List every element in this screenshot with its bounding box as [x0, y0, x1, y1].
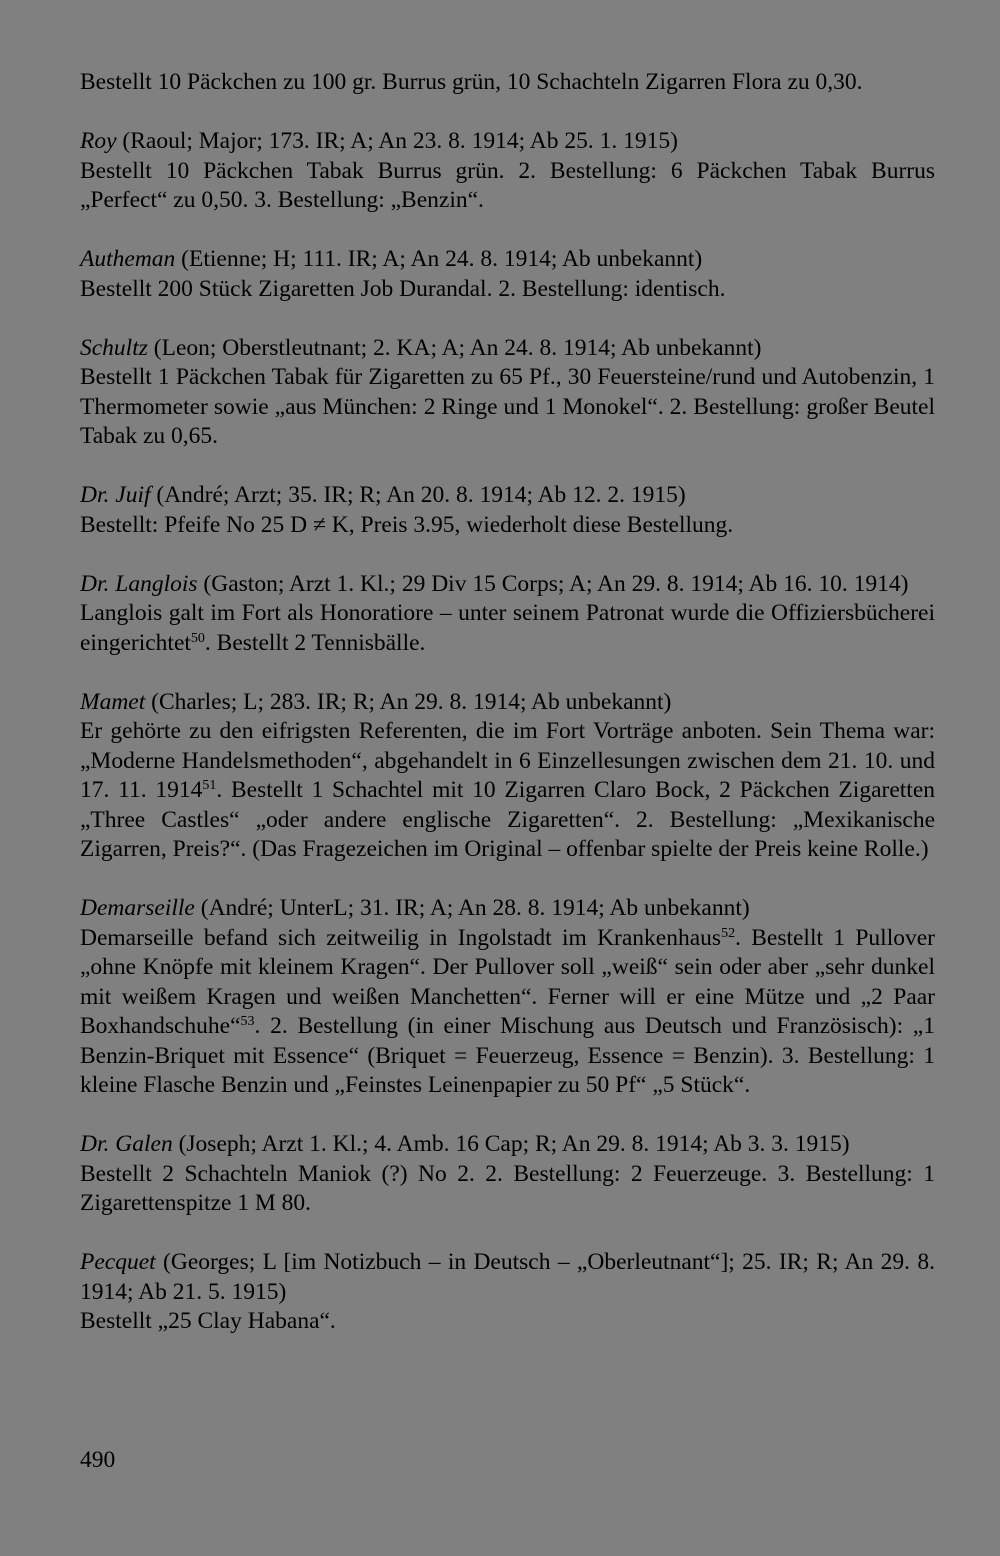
footnote-ref: 50 — [190, 630, 205, 646]
person-name: Schultz — [80, 334, 148, 361]
person-name: Dr. Langlois — [80, 570, 198, 597]
entry-text: Bestellt 2 Schachteln Maniok (?) No 2. 2. Bestellung: 2 Feuerzeuge. 3. Bestellung: 1 Zigarettenspitze 1 M 80. — [80, 1160, 935, 1216]
entry-header — [80, 1130, 935, 1160]
entry-header — [80, 334, 935, 364]
entry-header — [80, 570, 935, 600]
person-info: (Leon; Oberstleutnant; 2. KA; A; An 24. 8. 1914; Ab unbekannt) — [147, 334, 762, 361]
entry-header — [80, 127, 935, 157]
person-name: Demarseille — [80, 895, 195, 921]
entry-juif — [80, 481, 935, 540]
entry-langlois — [80, 570, 935, 659]
footnote-ref: 53 — [240, 1014, 255, 1029]
entry-text-part: . Bestellt 2 Tennisbälle. — [204, 629, 426, 656]
entry-autheman — [80, 245, 935, 304]
entry-text-part: Demarseille befand sich zeitweilig in Ingolstadt im Krankenhaus — [80, 924, 722, 951]
person-name: Dr. Juif — [80, 482, 151, 508]
entry-text-part: Er gehörte zu den eifrigsten Referenten, die im Fort Vorträge anboten. Sein Thema war: „Moderne Handelsmethoden“, abgehandelt in 6 Einzellesungen zwischen dem 21. 10. und 17. 11. 1914 — [80, 718, 935, 803]
person-info: (Charles; L; 283. IR; R; An 29. 8. 1914; Ab unbekannt) — [145, 688, 672, 715]
entry-text: Bestellt 10 Päckchen zu 100 gr. Burrus grün, 10 Schachteln Zigarren Flora zu 0,30. — [80, 69, 863, 95]
entry-order-continuation — [80, 68, 935, 98]
person-name: Autheman — [80, 246, 176, 272]
entry-text: Bestellt: Pfeife No 25 D ≠ K, Preis 3.95, wiederholt diese Bestellung. — [80, 511, 734, 538]
person-info: (Etienne; H; 111. IR; A; An 24. 8. 1914; Ab unbekannt) — [175, 246, 703, 272]
entry-demarseille — [80, 894, 935, 1101]
footnote-ref: 52 — [721, 925, 736, 941]
entry-text: Bestellt 200 Stück Zigaretten Job Durandal. 2. Bestellung: identisch. — [80, 275, 726, 302]
page-number: 490 — [80, 1447, 116, 1473]
person-name: Mamet — [80, 688, 146, 715]
entry-text — [80, 599, 935, 658]
person-name: Dr. Galen — [80, 1131, 173, 1157]
entry-text: Bestellt 1 Päckchen Tabak für Zigaretten zu 65 Pf., 30 Feuersteine/rund und Autobenzin, 1 Thermometer sowie „aus München: 2 Ringe und 1 Monokel“. 2. Bestellung: großer Beutel Tabak zu 0,65. — [80, 364, 935, 449]
person-info: (Gaston; Arzt 1. Kl.; 29 Div 15 Corps; A; An 29. 8. 1914; Ab 16. 10. 1914) — [197, 570, 909, 597]
entry-header — [80, 894, 935, 924]
entry-text — [80, 717, 935, 865]
footnote-ref: 51 — [202, 778, 217, 793]
person-info: (Raoul; Major; 173. IR; A; An 23. 8. 1914; Ab 25. 1. 1915) — [116, 128, 678, 154]
person-info: (André; UnterL; 31. IR; A; An 28. 8. 1914; Ab unbekannt) — [194, 895, 750, 921]
entry-schultz — [80, 334, 935, 452]
person-info: (André; Arzt; 35. IR; R; An 20. 8. 1914; Ab 12. 2. 1915) — [150, 482, 686, 508]
entry-text: Bestellt „25 Clay Habana“. — [80, 1308, 336, 1334]
entry-mamet — [80, 688, 935, 865]
entry-roy — [80, 127, 935, 216]
person-info: (Joseph; Arzt 1. Kl.; 4. Amb. 16 Cap; R; An 29. 8. 1914; Ab 3. 3. 1915) — [172, 1131, 850, 1157]
entry-header — [80, 1248, 935, 1307]
entry-text: Bestellt 10 Päckchen Tabak Burrus grün. 2. Bestellung: 6 Päckchen Tabak Burrus „Perfect“ zu 0,50. 3. Bestellung: „Benzin“. — [80, 157, 935, 213]
entry-text-part: . Bestellt 1 Pullover „ohne Knöpfe mit kleinem Kragen“. Der Pullover soll „weiß“ sein oder aber „sehr dunkel mit weißem Kragen und weißen Manchetten“. Ferner will er eine Mütze und „2 Paar Boxhandschuhe“ — [80, 924, 935, 1039]
entry-text — [80, 924, 935, 1101]
entry-pecquet — [80, 1248, 935, 1337]
person-name: Pecquet — [80, 1249, 156, 1275]
page-body — [80, 68, 935, 1366]
person-info: (Georges; L [im Notizbuch – in Deutsch – „Oberleutnant“]; 25. IR; R; An 29. 8. 1914; Ab 21. 5. 1915) — [80, 1249, 935, 1305]
entry-text-part: . 2. Bestellung (in einer Mischung aus Deutsch und Französisch): „1 Benzin-Briquet mit Essence“ (Briquet = Feuerzeug, Essence = Benzin). 3. Bestellung: 1 kleine Flasche Benzin und „Feinstes Leinenpapier zu 50 Pf“ „5 Stück“. — [80, 1013, 935, 1098]
entry-header — [80, 481, 935, 511]
entry-text-part: . Bestellt 1 Schachtel mit 10 Zigarren Claro Bock, 2 Päckchen Zigaretten „Three Castles“ „oder andere englische Zigaretten“. 2. Bestellung: „Mexikanische Zigarren, Preis?“. (Das Fragezeichen im Original – offenbar spielte der Preis keine Rolle.) — [80, 777, 935, 862]
entry-header — [80, 688, 935, 718]
person-name: Roy — [80, 128, 117, 154]
entry-header — [80, 245, 935, 275]
entry-galen — [80, 1130, 935, 1219]
entry-text-part: Langlois galt im Fort als Honoratiore – unter seinem Patronat wurde die Offiziersbücherei eingerichtet — [80, 600, 935, 656]
